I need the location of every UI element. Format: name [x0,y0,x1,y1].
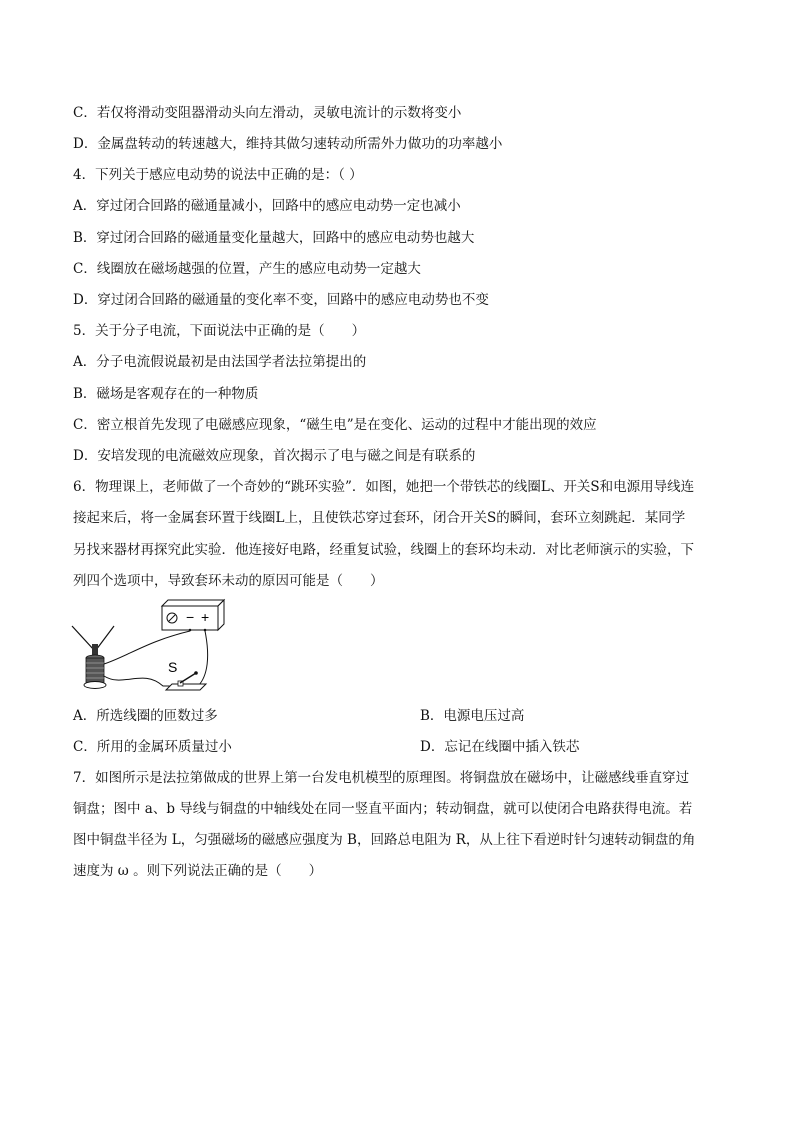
q6-stem-line-3: 另找来器材再探究此实验．他连接好电路，经重复试验，线圈上的套环均未动．对比老师演示的实验，下 [73,542,694,558]
q6-stem-line-4: 列四个选项中，导致套环未动的原因可能是（ ） [73,573,384,589]
q4-option-d: D．穿过闭合回路的磁通量的变化率不变，回路中的感应电动势也不变 [73,292,489,308]
q7-stem-line-2: 铜盘；图中 a、b 导线与铜盘的中轴线处在同一竖直平面内；转动铜盘，就可以使闭合电路获得电流。若 [73,801,693,817]
q5-option-a: A．分子电流假说最初是由法国学者法拉第提出的 [73,354,367,370]
power-supply-icon [162,600,224,631]
q4-stem: 4．下列关于感应电动势的说法中正确的是：（ ） [73,167,363,183]
plus-terminal-label: + [201,609,210,625]
q6-option-a: A．所选线圈的匝数过多 [73,708,218,724]
q5-stem: 5．关于分子电流，下面说法中正确的是（ ） [73,323,366,339]
q7-stem-line-3: 图中铜盘半径为 L，匀强磁场的磁感应强度为 B，回路总电阻为 R，从上往下看逆时针匀速转动铜盘的角 [73,832,696,848]
q4-option-a: A．穿过闭合回路的磁通量减小，回路中的感应电动势一定也减小 [73,198,461,214]
q6-option-b: B．电源电压过高 [420,708,525,724]
q6-options-row-1 [73,707,723,725]
q3-option-d: D．金属盘转动的转速越大，维持其做匀速转动所需外力做功的功率越小 [73,136,503,152]
q6-stem-line-2: 接起来后，将一金属套环置于线圈L上，且使铁芯穿过套环，闭合开关S的瞬间，套环立刻跳起．某同学 [73,510,686,526]
q6-option-c: C．所用的金属环质量过小 [73,739,232,755]
q4-option-b: B．穿过闭合回路的磁通量变化量越大，回路中的感应电动势也越大 [73,230,475,246]
jump-ring-figure [68,596,228,696]
q7-stem-line-1: 7．如图所示是法拉第做成的世界上第一台发电机模型的原理图。将铜盘放在磁场中，让磁感线垂直穿过 [73,770,690,786]
q5-option-c: C．密立根首先发现了电磁感应现象，“磁生电”是在变化、运动的过程中才能出现的效应 [73,417,597,433]
coil-icon [72,626,114,689]
minus-terminal-label: − [186,609,195,625]
q3-option-c: C．若仅将滑动变阻器滑动头向左滑动，灵敏电流计的示数将变小 [73,105,462,121]
q6-stem-line-1: 6．物理课上，老师做了一个奇妙的“跳环实验”．如图，她把一个带铁芯的线圈L、开关S和电源用导线连 [73,479,695,495]
q7-stem-line-4: 速度为 ω 。则下列说法正确的是（ ） [73,863,323,879]
switch-label: S [168,659,178,675]
q5-option-d: D．安培发现的电流磁效应现象，首次揭示了电与磁之间是有联系的 [73,448,476,464]
q6-option-d: D．忘记在线圈中插入铁芯 [420,739,580,755]
q5-option-b: B．磁场是客观存在的一种物质 [73,386,259,402]
q4-option-c: C．线圈放在磁场越强的位置，产生的感应电动势一定越大 [73,261,421,277]
q6-options-row-2 [73,738,723,756]
